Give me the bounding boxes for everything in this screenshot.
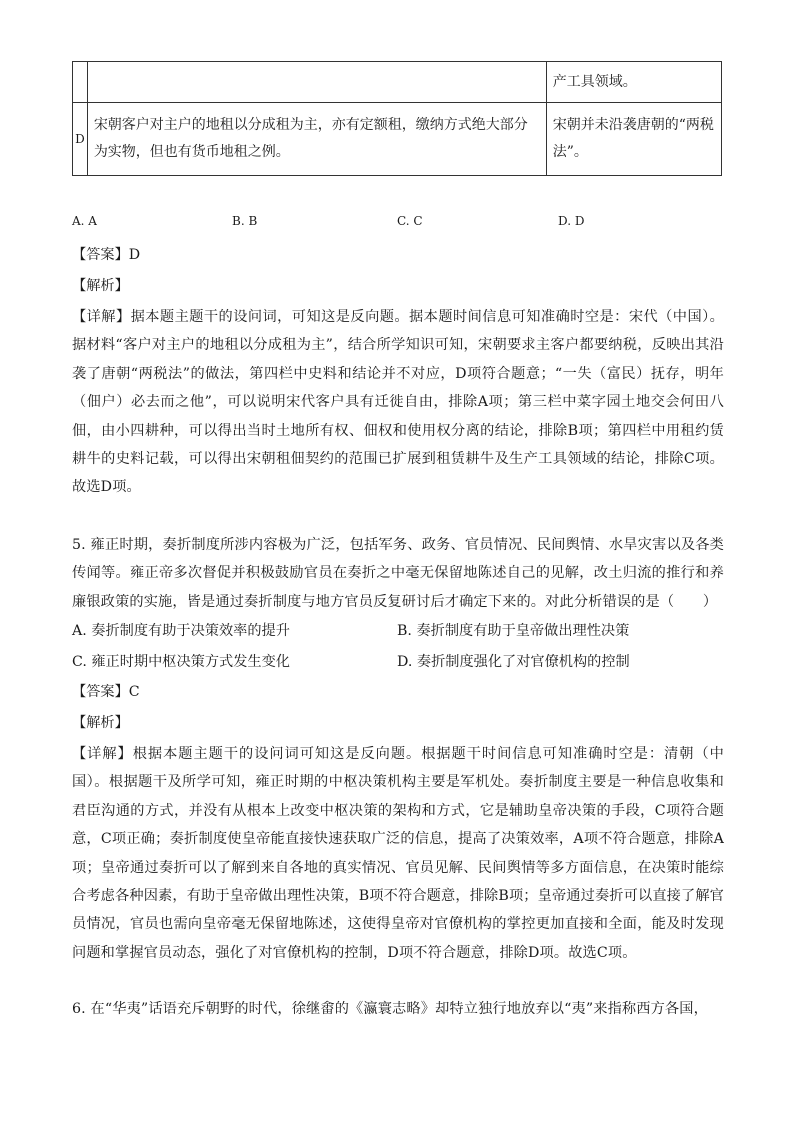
q5-analysis-label: 【解析】 — [72, 715, 129, 731]
q4-detail: 【详解】据本题主题干的设问词，可知这是反向题。据本题时间信息可知准确时空是：宋代（中国）。据材料“客户对主户的地租以分成租为主”，结合所学知识可知，宋朝要求主客户都要纳税，反映出其沿袭了唐朝“两税法”的做法，第四栏中史料和结论并不对应，D项符合题意；“一失（富民）抚存，明年（佃户）必去而之他”，可以说明宋代客户具有迁徙自由，排除A项；第三栏中菜字园土地交会何田八佃，由小四耕种，可以得出当时土地所有权、佃权和使用权分离的结论，排除B项；第四栏中用租约赁耕牛的史料记载，可以得出宋朝租佃契约的范围已扩展到租赁耕牛及生产工具领域的结论，排除C项。故选D项。 — [72, 309, 724, 496]
q5-option-c: C. 雍正时期中枢决策方式发生变化 — [72, 654, 290, 670]
choice-a: A. A — [72, 214, 97, 228]
q4-analysis-label: 【解析】 — [72, 278, 129, 294]
row-label — [73, 62, 88, 103]
q6-stem: 6. 在“华夷”话语充斥朝野的时代，徐继畬的《瀛寰志略》却特立独行地放弃以“夷”来指称西方各国， — [72, 1001, 708, 1017]
options-table — [72, 61, 722, 176]
q5-option-d: D. 奏折制度强化了对官僚机构的控制 — [397, 654, 630, 670]
table-row — [73, 62, 722, 103]
choice-c: C. C — [397, 214, 423, 228]
history-material-cell: 宋朝客户对主户的地租以分成租为主，亦有定额租，缴纳方式绝大部分为实物，但也有货币地租之例。 — [87, 103, 546, 176]
q5-option-b: B. 奏折制度有助于皇帝做出理性决策 — [397, 623, 630, 639]
q4-answer: 【答案】D — [72, 247, 141, 263]
choice-b: B. B — [232, 214, 258, 228]
q5-answer: 【答案】C — [72, 684, 140, 700]
table-row — [73, 103, 722, 176]
q5-stem: 5. 雍正时期，奏折制度所涉内容极为广泛，包括军务、政务、官员情况、民间舆情、水旱灾害以及各类传闻等。雍正帝多次督促并积极鼓励官员在奏折之中毫无保留地陈述自己的见解，改土归流的推行和养廉银政策的实施，皆是通过奏折制度与地方官员反复研讨后才确定下来的。对此分析错误的是（ ） — [72, 537, 724, 610]
q5-detail: 【详解】根据本题主题干的设问词可知这是反向题。根据题干时间信息可知准确时空是：清朝（中国）。根据题干及所学可知，雍正时期的中枢决策机构主要是军机处。奏折制度主要是一种信息收集和君臣沟通的方式，并没有从根本上改变中枢决策的架构和方式，它是辅助皇帝决策的手段，C项符合题意，C项正确；奏折制度使皇帝能直接快速获取广泛的信息，提高了决策效率，A项不符合题意，排除A项；皇帝通过奏折可以了解到来自各地的真实情况、官员见解、民间舆情等多方面信息，在决策时能综合考虑各种因素，有助于皇帝做出理性决策，B项不符合题意，排除B项；皇帝通过奏折可以直接了解官员情况，官员也需向皇帝毫无保留地陈述，这使得皇帝对官僚机构的掌控更加直接和全面，能及时发现问题和掌握官员动态，强化了对官僚机构的控制，D项不符合题意，排除D项。故选C项。 — [72, 746, 725, 961]
q5-option-a: A. 奏折制度有助于决策效率的提升 — [72, 623, 290, 639]
row-label: D — [73, 103, 88, 176]
history-material-cell — [87, 62, 546, 103]
conclusion-cell: 产工具领域。 — [546, 62, 721, 103]
choice-d: D. D — [558, 214, 585, 228]
conclusion-cell: 宋朝并未沿袭唐朝的“两税法”。 — [546, 103, 721, 176]
